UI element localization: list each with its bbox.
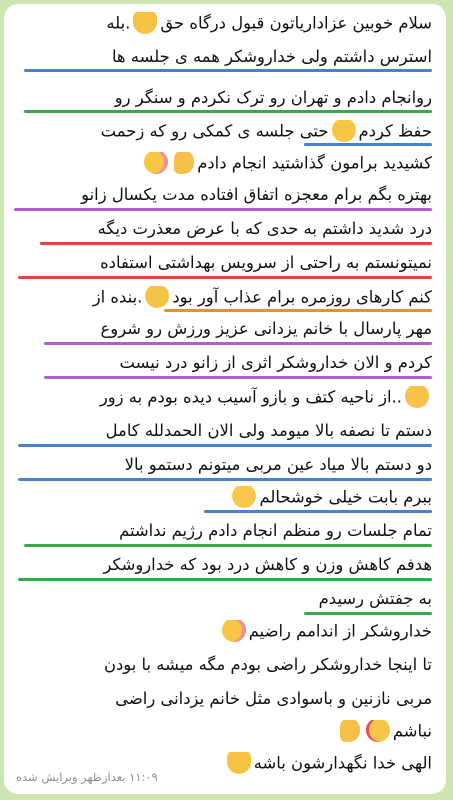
message-line — [14, 588, 432, 610]
raised-hands-emoji-icon — [227, 752, 251, 774]
message-line — [14, 318, 432, 340]
line-text: حتی جلسه ی کمکی رو که زحمت — [100, 121, 329, 141]
winking-face-emoji-icon — [332, 120, 356, 142]
highlight-underline — [18, 276, 432, 279]
highlight-underline — [40, 242, 432, 245]
message-line — [14, 184, 432, 206]
message-line — [14, 554, 432, 576]
message-line — [14, 352, 432, 374]
message-line — [14, 454, 432, 476]
line-text: استرس داشتم ولی خداروشکر همه ی جلسه ها — [111, 47, 432, 66]
highlight-underline — [14, 208, 432, 211]
message-line — [14, 46, 432, 68]
smiling-hearts-emoji-icon — [144, 152, 168, 174]
line-text: نباشم — [392, 721, 432, 741]
highlight-underline — [204, 510, 432, 513]
message-line — [14, 688, 432, 710]
ok-hand-emoji-icon — [174, 152, 194, 174]
line-text: مربی نازنین و باسوادی مثل خانم یزدانی راضی — [115, 689, 432, 708]
line-text: تا اینجا خداروشکر راضی بودم مگه میشه با بودن — [103, 655, 432, 674]
tired-face-emoji-icon — [145, 286, 169, 308]
message-bubble[interactable] — [4, 4, 446, 794]
message-line — [14, 152, 432, 176]
line-text: کنم کارهای روزمره برام عذاب آور بود — [172, 287, 432, 307]
line-text: دستم تا نصفه بالا میومد ولی الان الحمدلله کامل — [105, 421, 432, 440]
line-text: کشیدید برامون گذاشتید انجام دادم — [197, 153, 432, 173]
line-text: به جفتش رسیدم — [318, 589, 432, 608]
kissing-face-emoji-icon — [366, 720, 390, 742]
line-text: .بنده از — [92, 287, 143, 307]
line-text: دو دستم بالا میاد عین مربی میتونم دستمو بالا — [124, 455, 432, 474]
message-line — [14, 620, 432, 644]
highlight-underline — [18, 444, 432, 447]
message-line — [14, 420, 432, 442]
line-text: ببرم بابت خیلی خوشحالم — [259, 487, 432, 507]
line-text: درد شدید داشتم به حدی که با عرض معذرت دیگه — [97, 219, 432, 238]
highlight-underline — [24, 544, 432, 547]
message-line — [14, 386, 432, 410]
message-timestamp: ۱۱:۰۹ بعدازظهر ویرایش شده — [16, 770, 158, 784]
highlight-underline — [304, 612, 432, 615]
highlight-underline — [304, 143, 432, 146]
line-text: کردم و الان خداروشکر اثری از زانو درد نیست — [119, 353, 432, 372]
line-text: تمام جلسات رو منظم انجام دادم رژیم نداشتم — [119, 521, 432, 540]
smiling-face-emoji-icon — [232, 486, 256, 508]
line-text: .بله — [106, 13, 131, 33]
line-text: بهتره بگم برام معجزه اتفاق افتاده مدت یکسال زانو — [81, 185, 432, 204]
highlight-underline — [44, 376, 432, 379]
highlight-underline — [18, 578, 432, 581]
line-text: ..از ناحیه کتف و بازو آسیب دیده بودم به زور — [99, 387, 402, 407]
smiling-hearts-emoji-icon — [222, 620, 246, 642]
raised-hands-emoji-icon — [133, 12, 157, 34]
message-line — [14, 486, 432, 510]
line-text: حفظ کردم — [358, 121, 432, 141]
message-line — [14, 218, 432, 240]
message-line — [14, 252, 432, 274]
line-text: نمیتونستم به راحتی از سرویس بهداشتی استفاده — [100, 253, 432, 272]
highlight-underline — [18, 478, 432, 481]
line-text: سلام خوبین عزاداریاتون قبول درگاه حق — [160, 13, 432, 33]
line-text: هدفم کاهش وزن و کاهش درد بود که خداروشکر — [103, 555, 432, 574]
ok-hand-emoji-icon — [340, 720, 360, 742]
line-text: الهی خدا نگهدارشون باشه — [253, 753, 432, 773]
line-text: مهر پارسال با خانم یزدانی عزیز ورزش رو شروع — [100, 319, 432, 338]
highlight-underline — [24, 69, 432, 72]
message-line — [14, 12, 432, 36]
highlight-underline — [164, 309, 432, 312]
highlight-underline — [24, 110, 432, 113]
message-line — [14, 654, 432, 676]
message-line — [14, 720, 432, 744]
message-line — [14, 286, 432, 310]
message-text — [4, 4, 446, 794]
star-struck-emoji-icon — [405, 386, 429, 408]
message-line — [14, 120, 432, 144]
message-line — [14, 520, 432, 542]
message-line — [14, 87, 432, 109]
highlight-underline — [44, 342, 432, 345]
line-text: روانجام دادم و تهران رو ترک نکردم و سنگر رو — [114, 88, 432, 107]
line-text: خداروشکر از اندامم راضیم — [248, 621, 432, 641]
